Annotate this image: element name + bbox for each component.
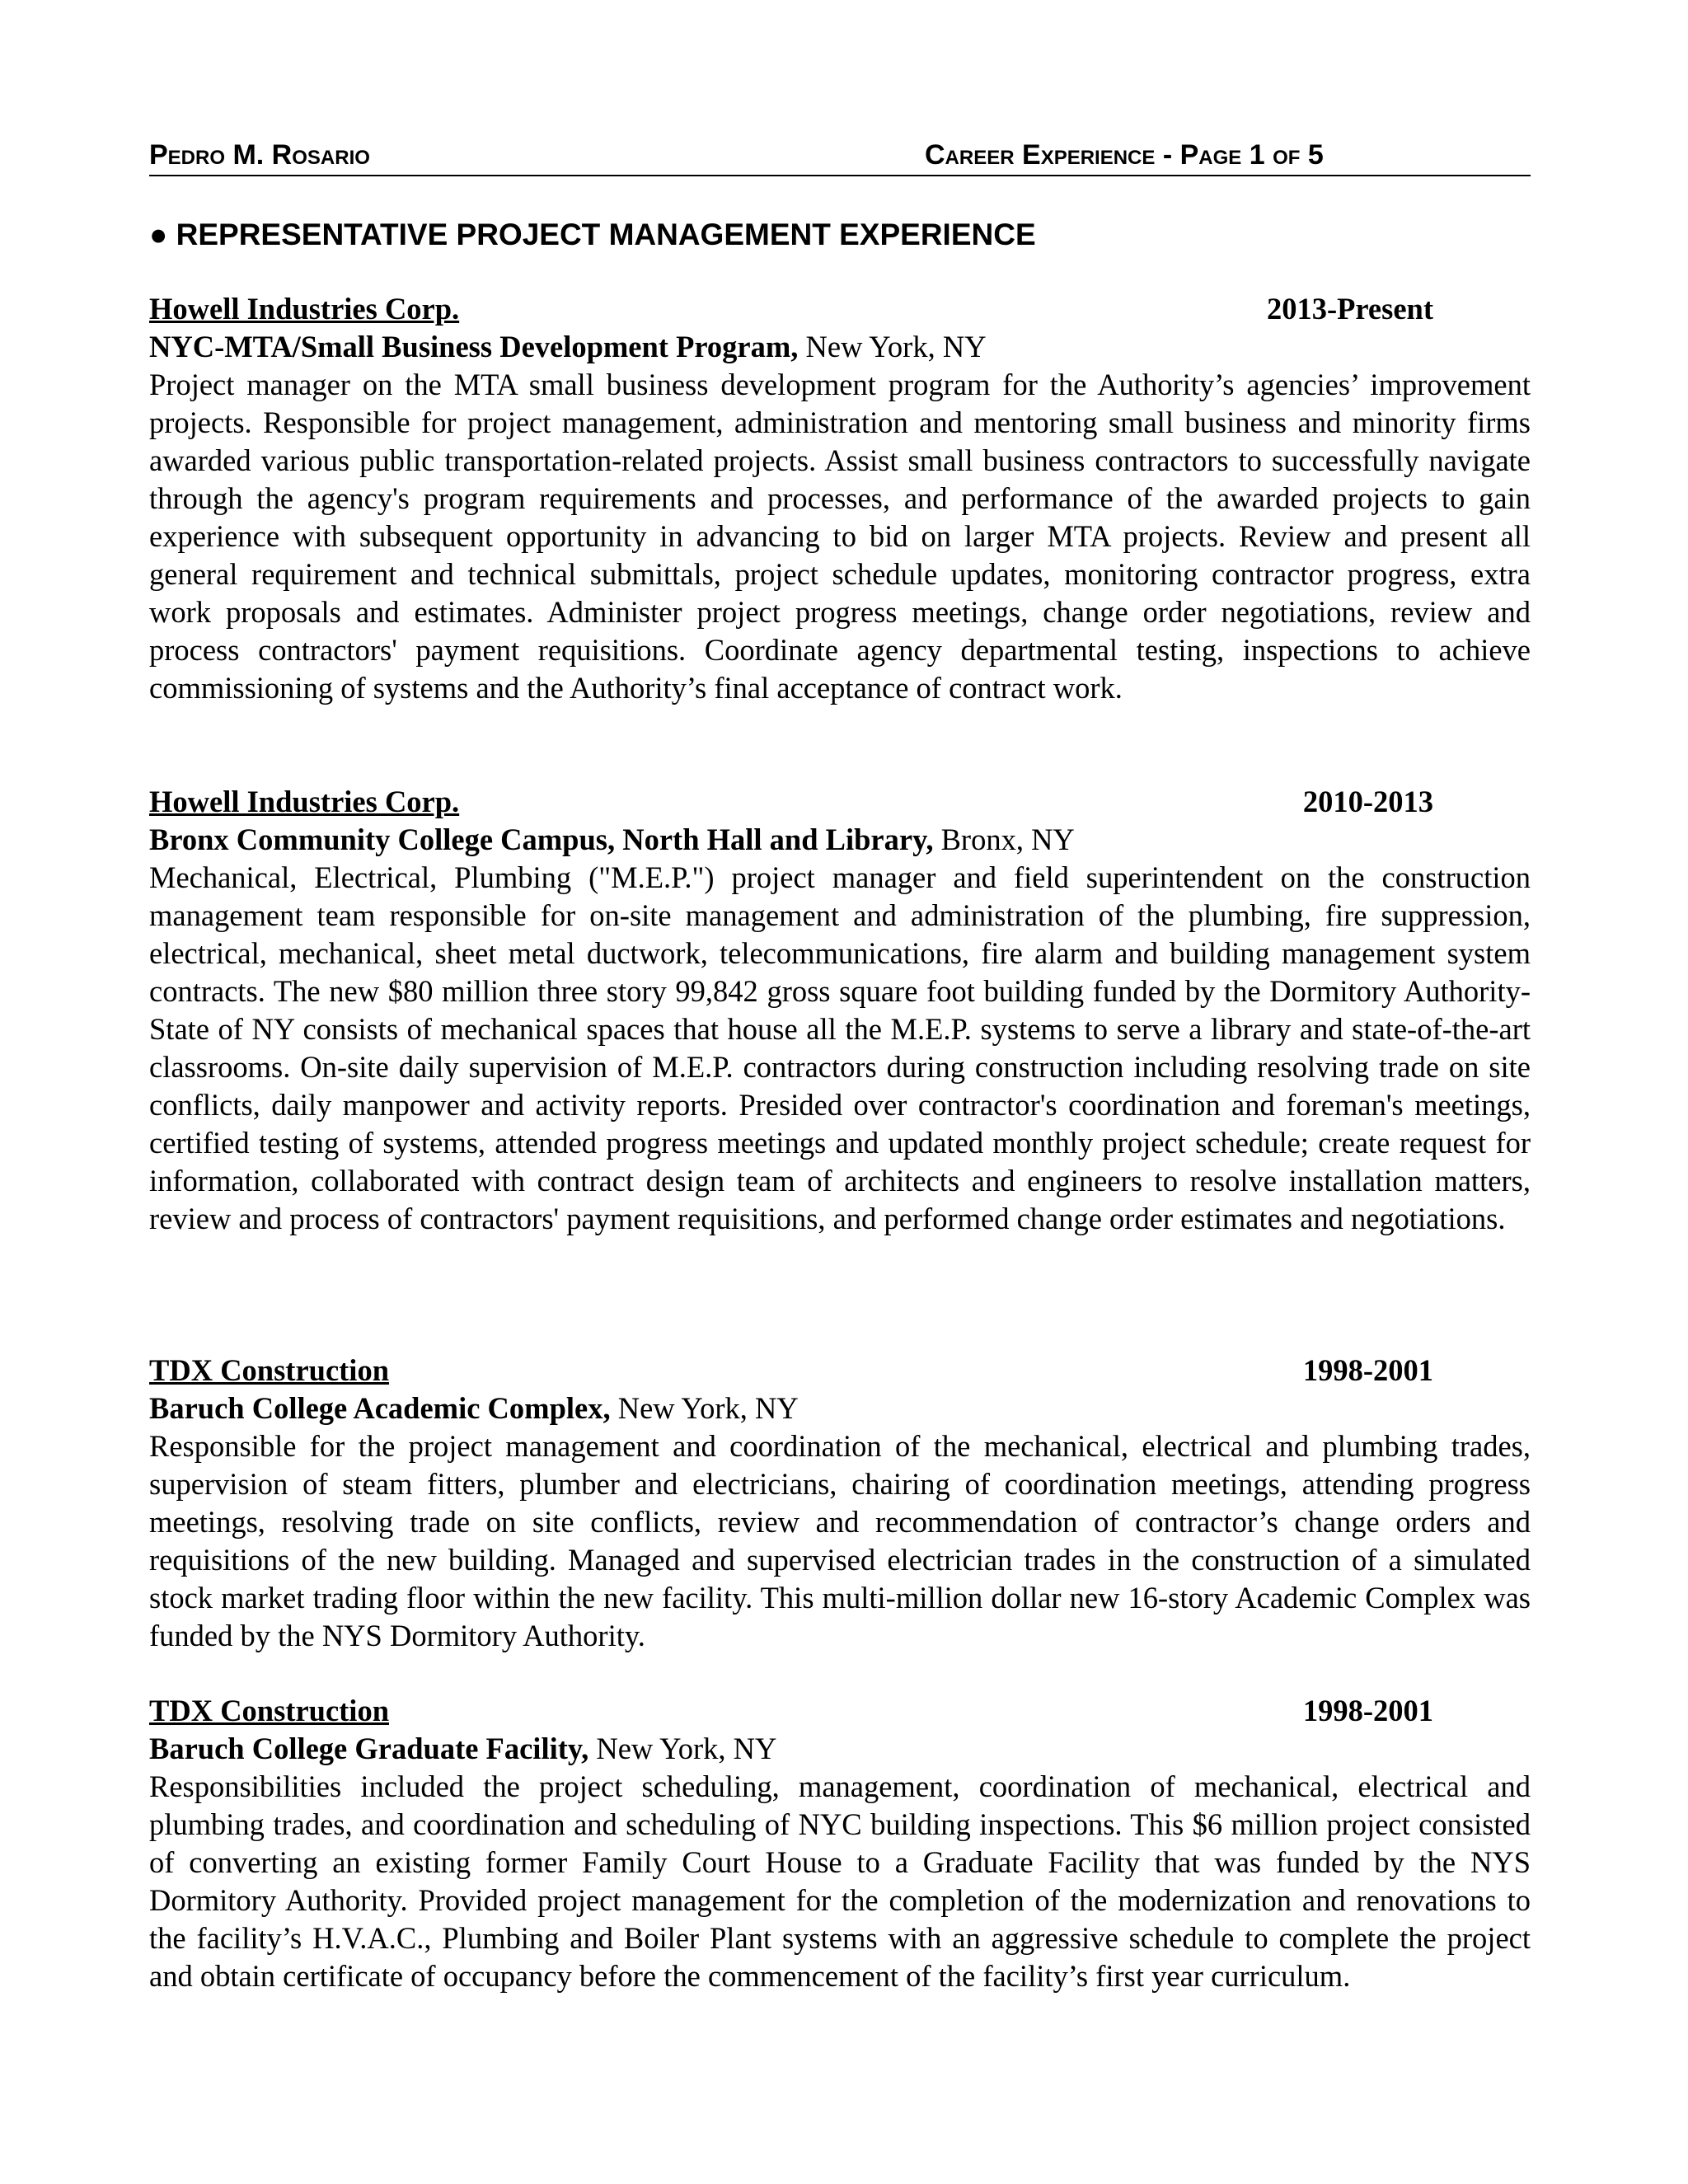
entry-description: Project manager on the MTA small business development program for the Authority’s agencies’ improvement projects. Responsible for project management, administration and mentoring small business and minority firms awarded various public transportation-related projects. Assist small business contractors to successfully navigate through the agency's program requirements and processes, and performance of the awarded projects to gain experience with subsequent opportunity in advancing to bid on larger MTA projects. Review and present all general requirement and technical submittals, project schedule updates, monitoring contractor progress, extra work proposals and estimates. Administer project progress meetings, change order negotiations, review and process contractors' payment requisitions. Coordinate agency departmental testing, inspections to achieve commissioning of systems and the Authority’s final acceptance of contract work. bbox=[149, 368, 1531, 705]
entry-dates: 2013-Present bbox=[1266, 292, 1433, 326]
entry-company: Howell Industries Corp. bbox=[149, 292, 460, 326]
entry-description: Mechanical, Electrical, Plumbing ("M.E.P.") project manager and field superintendent on the construction management team responsible for on-site management and administration of the plumbing, fire suppression, electrical, mechanical, sheet metal ductwork, telecommunications, fire alarm and building management system contracts. The new $80 million three story 99,842 gross square foot building funded by the Dormitory Authority-State of NY consists of mechanical spaces that house all the M.E.P. systems to serve a library and state-of-the-art classrooms. On-site daily supervision of M.E.P. contractors during construction including resolving trade on site conflicts, daily manpower and activity reports. Presided over contractor's coordination and foreman's meetings, certified testing of systems, attended progress meetings and updated monthly project schedule; create request for information, collaborated with contract design team of architects and engineers to resolve installation matters, review and process of contractors' payment requisitions, and performed change order estimates and negotiations. bbox=[149, 860, 1531, 1235]
entry-dates: 2010-2013 bbox=[1302, 785, 1433, 818]
experience-entry bbox=[149, 1692, 1531, 1995]
entry-location: New York, NY bbox=[798, 330, 987, 363]
header-section: Career Experience - Page 1 of 5 bbox=[925, 139, 1324, 171]
entry-location: Bronx, NY bbox=[933, 823, 1075, 856]
entry-project: Baruch College Graduate Facility, bbox=[149, 1732, 589, 1765]
entry-company: TDX Construction bbox=[149, 1694, 390, 1727]
entry-location: New York, NY bbox=[588, 1732, 777, 1765]
header-name: Pedro M. Rosario bbox=[149, 139, 370, 171]
page-header bbox=[149, 137, 1531, 176]
section-title: ● REPRESENTATIVE PROJECT MANAGEMENT EXPERIENCE bbox=[149, 218, 1036, 251]
entry-project: NYC-MTA/Small Business Development Program, bbox=[149, 330, 799, 363]
experience-entry bbox=[149, 290, 1531, 707]
experience-entry bbox=[149, 783, 1531, 1238]
entry-company: TDX Construction bbox=[149, 1353, 390, 1387]
entry-description: Responsibilities included the project scheduling, management, coordination of mechanical, electrical and plumbing trades, and coordination and scheduling of NYC building inspections. This $6 million project consisted of converting an existing former Family Court House to a Graduate Facility that was funded by the NYS Dormitory Authority. Provided project management for the completion of the modernization and renovations to the facility’s H.V.A.C., Plumbing and Boiler Plant systems with an aggressive schedule to complete the project and obtain certificate of occupancy before the commencement of the facility’s first year curriculum. bbox=[149, 1769, 1531, 1993]
entry-company: Howell Industries Corp. bbox=[149, 785, 460, 818]
entry-dates: 1998-2001 bbox=[1302, 1353, 1433, 1387]
entry-description: Responsible for the project management and coordination of the mechanical, electrical and plumbing trades, supervision of steam fitters, plumber and electricians, chairing of coordination meetings, attending progress meetings, resolving trade on site conflicts, review and recommendation of contractor’s change orders and requisitions of the new building. Managed and supervised electrician trades in the construction of a simulated stock market trading floor within the new facility. This multi-million dollar new 16-story Academic Complex was funded by the NYS Dormitory Authority. bbox=[149, 1429, 1531, 1652]
entry-project: Bronx Community College Campus, North Hall and Library, bbox=[149, 823, 934, 856]
entry-project: Baruch College Academic Complex, bbox=[149, 1391, 611, 1425]
entry-dates: 1998-2001 bbox=[1302, 1694, 1433, 1727]
experience-entry bbox=[149, 1352, 1531, 1655]
entry-location: New York, NY bbox=[610, 1391, 799, 1425]
